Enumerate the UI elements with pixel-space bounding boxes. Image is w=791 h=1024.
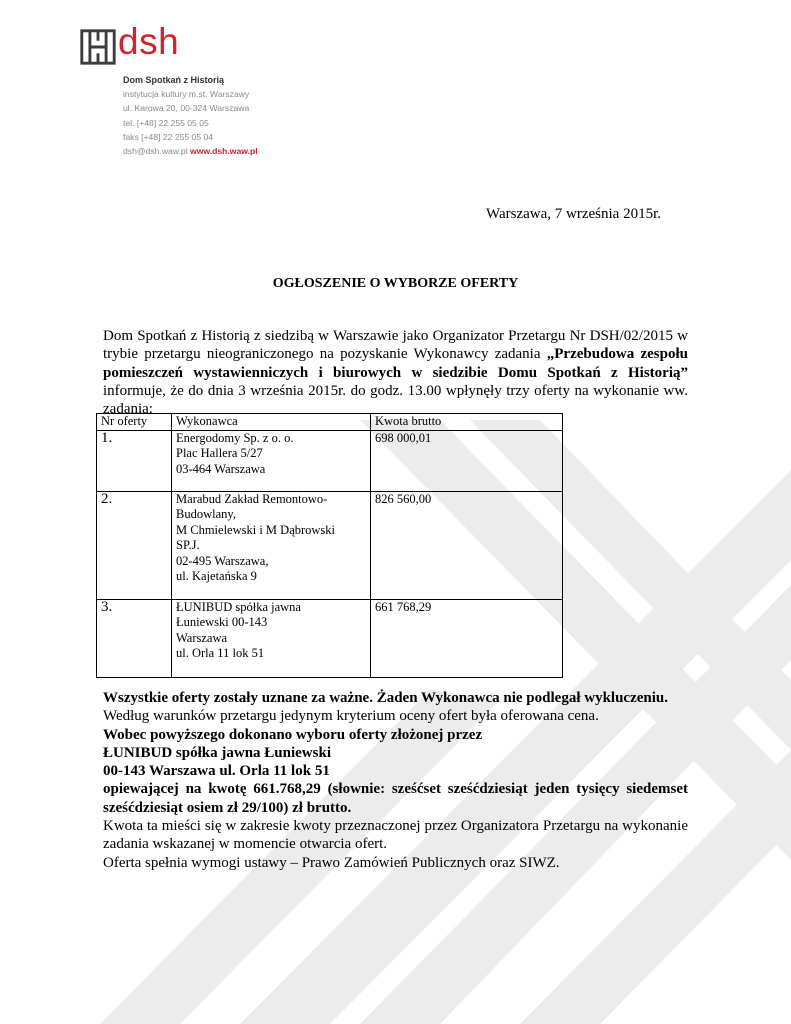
contractor-line: ul. Orla 11 lok 51 (176, 646, 265, 660)
contractor-line: ul. Kajetańska 9 (176, 569, 257, 583)
offer-number: 1. (97, 430, 172, 491)
selected-amount: opiewającej na kwotę 661.768,29 (słownie: sześćset sześćdziesiąt jeden tysięcy siedemset sześćdziesiąt osiem zł 29/100) zł brutto. (103, 781, 688, 816)
task-name: „Przebudowa zespołu pomieszczeń wystawienniczych i biurowych w siedzibie Domu Spotkań z Historią” (103, 346, 688, 381)
organization-name: Dom Spotkań z Historią (123, 75, 225, 85)
offer-contractor (172, 599, 371, 677)
offer-number: 2. (97, 491, 172, 599)
intro-text-1: Dom Spotkań z Historią z siedzibą w Warszawie jako Organizator Przetargu Nr DSH/02/2015 w trybie przetargu nieograniczonego na pozyskanie Wykonawcy zadania (103, 328, 688, 363)
org-contact-line (123, 144, 258, 158)
selection-intro: Wobec powyższego dokonano wyboru oferty złożonej przez (103, 726, 483, 743)
document-title: OGŁOSZENIE O WYBORZE OFERTY (272, 276, 519, 291)
document-date: Warszawa, 7 września 2015r. (486, 206, 661, 222)
table-row (97, 430, 563, 491)
table-row (97, 491, 563, 599)
contractor-line: Budowlany, (176, 507, 236, 521)
selected-address: 00-143 Warszawa ul. Orla 11 lok 51 (103, 763, 330, 780)
org-line: ul. Karowa 20, 00-324 Warszawa (123, 103, 250, 114)
contractor-line: Energodomy Sp. z o. o. (176, 430, 294, 445)
header-amount: Kwota brutto (371, 414, 563, 431)
selected-contractor: ŁUNIBUD spółka jawna Łuniewski (103, 744, 331, 761)
contractor-line: Łuniewski 00-143 (176, 615, 268, 629)
validity-statement: Wszystkie oferty zostały uznane za ważne. Żaden Wykonawca nie podlegał wykluczeniu. (103, 690, 668, 706)
contractor-line: 02-495 Warszawa, (176, 553, 269, 568)
offers-table (96, 413, 563, 678)
budget-statement: Kwota ta mieści się w zakresie kwoty przeznaczonej przez Organizatora Przetargu na wykonanie zadania wskazanej w momencie otwarcia ofert. (103, 818, 688, 853)
contractor-line: Warszawa (176, 630, 228, 645)
offer-amount: 661 768,29 (371, 599, 563, 677)
organization-address (123, 73, 258, 158)
table-row (97, 599, 563, 677)
intro-paragraph (103, 327, 688, 418)
contractor-line: ŁUNIBUD spółka jawna (176, 599, 301, 614)
dsh-logo-icon (80, 29, 116, 65)
org-website: www.dsh.waw.pl (190, 146, 258, 157)
contractor-line: Plac Hallera 5/27 (176, 446, 263, 460)
contractor-line: SP.J. (176, 538, 200, 552)
compliance-statement: Oferta spełnia wymogi ustawy – Prawo Zamówień Publicznych oraz SIWZ. (103, 854, 560, 871)
offer-contractor (172, 430, 371, 491)
org-email: dsh@dsh.waw.pl (123, 146, 188, 157)
offer-contractor (172, 491, 371, 599)
header-nr: Nr oferty (97, 414, 172, 431)
org-line: faks [+48] 22 255 05 04 (123, 131, 214, 142)
header-contractor: Wykonawca (172, 414, 371, 431)
table-header-row (97, 414, 563, 431)
offer-amount: 826 560,00 (371, 491, 563, 599)
contractor-line: 03-464 Warszawa (176, 461, 266, 476)
contractor-line: Marabud Zakład Remontowo- (176, 491, 328, 506)
org-line: tel. [+48] 22 255 05 05 (123, 117, 209, 128)
offer-number: 3. (97, 599, 172, 677)
intro-text-2: informuje, że do dnia 3 września 2015r. do godz. 13.00 wpłynęły trzy oferty na wykonanie ww. zadania: (103, 382, 688, 418)
summary-section (103, 689, 688, 872)
offer-amount: 698 000,01 (371, 430, 563, 491)
criterion-statement: Według warunków przetargu jedynym kryterium oceny ofert była oferowana cena. (103, 708, 599, 725)
contractor-line: M Chmielewski i M Dąbrowski (176, 522, 336, 537)
logo-wordmark: dsh (118, 21, 180, 62)
org-line: instytucja kultury m.st. Warszawy (123, 89, 250, 100)
